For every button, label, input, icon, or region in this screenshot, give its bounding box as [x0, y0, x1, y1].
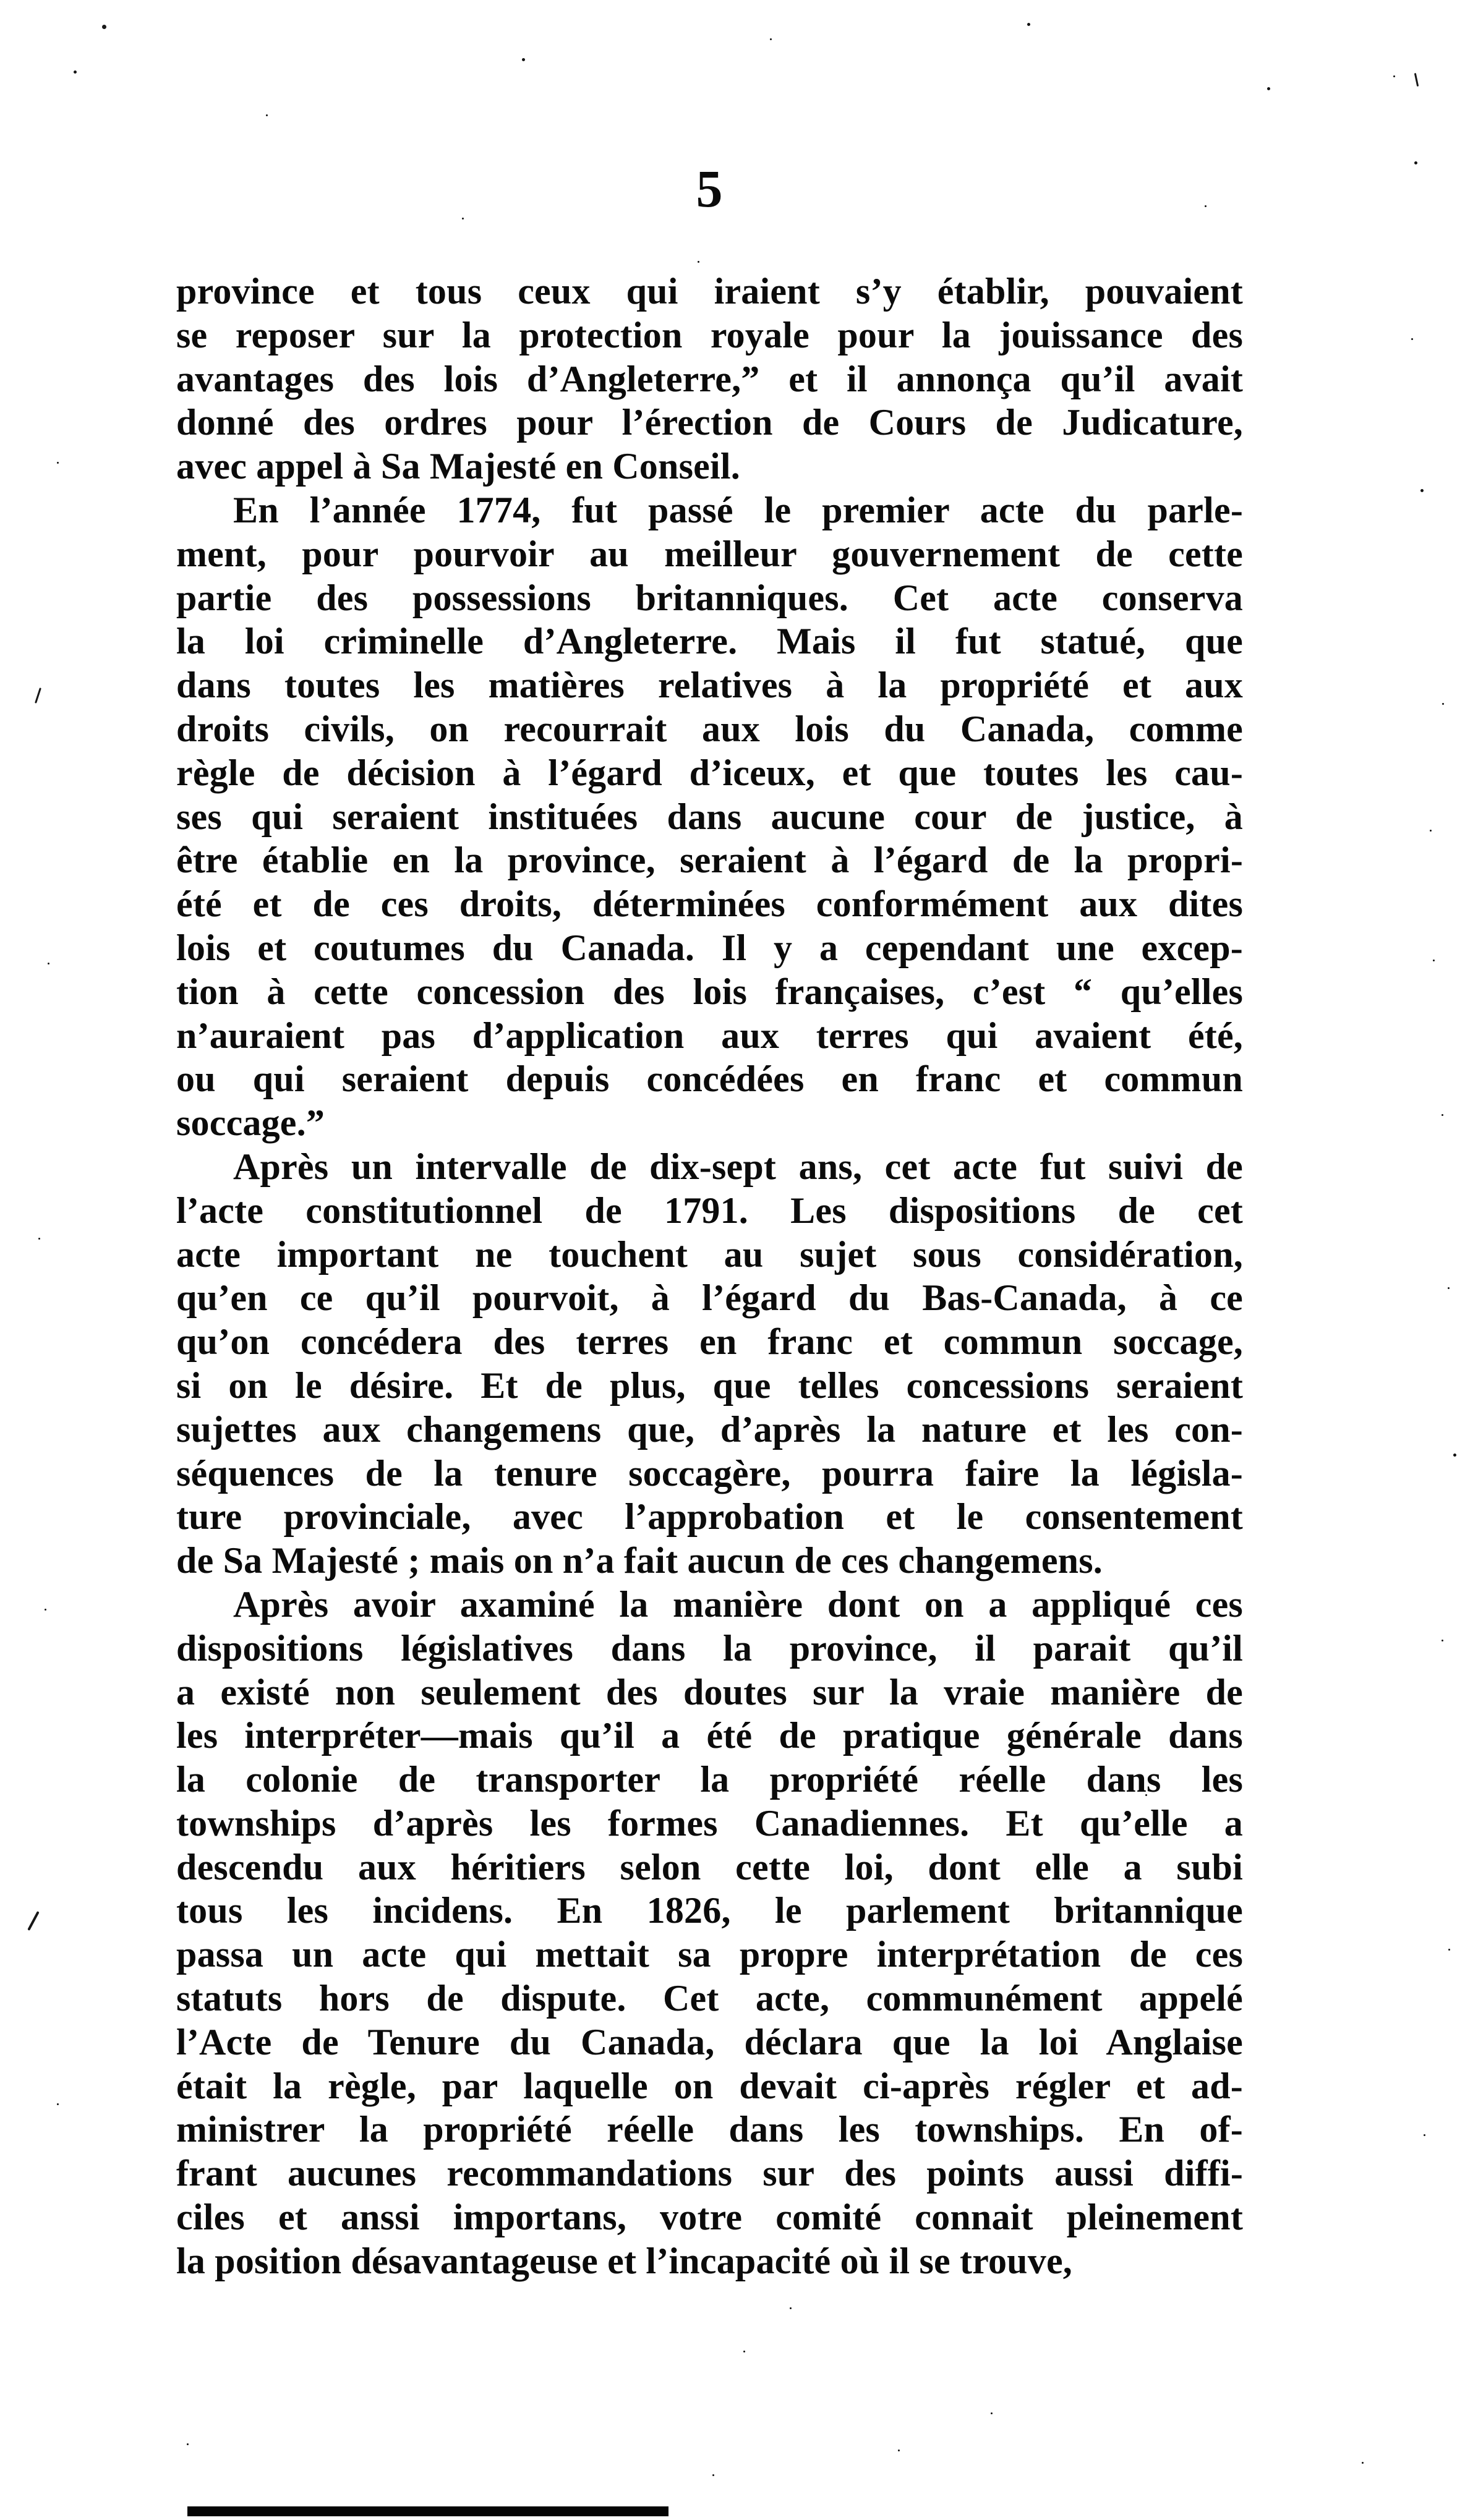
paragraph	[176, 270, 1243, 488]
paragraph	[176, 1145, 1243, 1583]
text-line: ture provinciale, avec l’approbation et le consentement	[176, 1496, 1243, 1538]
text-line: si on le désire. Et de plus, que telles concessions seraient	[176, 1364, 1243, 1406]
text-line: a existé non seulement des doutes sur la vraie manière de	[176, 1671, 1243, 1713]
text-line: province et tous ceux qui iraient s’y établir, pouvaient	[176, 271, 1243, 312]
text-line: était la règle, par laquelle on devait ci-après régler et ad-	[176, 2065, 1243, 2106]
text-line: frant aucunes recommandations sur des points aussi diffi-	[176, 2153, 1243, 2194]
paragraph	[176, 1583, 1243, 2283]
text-line: descendu aux héritiers selon cette loi, dont elle a subi	[176, 1846, 1243, 1888]
text-line: ou qui seraient depuis concédées en franc et commun	[176, 1058, 1243, 1100]
text-line: avec appel à Sa Majesté en Conseil.	[176, 446, 740, 487]
text-line: tous les incidens. En 1826, le parlement britannique	[176, 1890, 1243, 1931]
text-line: la loi criminelle d’Angleterre. Mais il fut statué, que	[176, 621, 1243, 662]
text-line: être établie en la province, seraient à l’égard de la propri-	[176, 840, 1243, 881]
text-block	[176, 270, 1243, 2283]
text-line: partie des possessions britanniques. Cet acte conserva	[176, 577, 1243, 618]
text-line: qu’on concédera des terres en franc et commun soccage,	[176, 1321, 1243, 1363]
scan-artifact-bar	[187, 2506, 668, 2516]
text-line: droits civils, on recourrait aux lois du Canada, comme	[176, 708, 1243, 749]
text-line: la position désavantageuse et l’incapacité où il se trouve,	[176, 2240, 1072, 2281]
scan-noise	[0, 0, 2, 2]
text-line: ses qui seraient instituées dans aucune cour de justice, à	[176, 796, 1243, 837]
text-line: de Sa Majesté ; mais on n’a fait aucun de ces changemens.	[176, 1540, 1103, 1581]
text-line: lois et coutumes du Canada. Il y a cependant une excep-	[176, 927, 1243, 968]
text-line: séquences de la tenure soccagère, pourra faire la législa-	[176, 1452, 1243, 1494]
text-line: sujettes aux changemens que, d’après la nature et les con-	[176, 1408, 1243, 1450]
text-line: règle de décision à l’égard d’iceux, et que toutes les cau-	[176, 752, 1243, 793]
text-line: ministrer la propriété réelle dans les townships. En of-	[176, 2109, 1243, 2150]
text-line: passa un acte qui mettait sa propre interprétation de ces	[176, 1934, 1243, 1975]
text-line: été et de ces droits, déterminées conformément aux dites	[176, 883, 1243, 925]
text-line: n’auraient pas d’application aux terres qui avaient été,	[176, 1015, 1243, 1056]
text-line: soccage.”	[176, 1102, 325, 1144]
text-line: tion à cette concession des lois françaises, c’est “ qu’elles	[176, 971, 1243, 1012]
text-line: donné des ordres pour l’érection de Cours de Judicature,	[176, 402, 1243, 443]
text-line: qu’en ce qu’il pourvoit, à l’égard du Bas-Canada, à ce	[176, 1277, 1243, 1319]
text-line: avantages des lois d’Angleterre,” et il annonça qu’il avait	[176, 358, 1243, 399]
scan-scratch	[27, 1911, 39, 1931]
text-line: acte important ne touchent au sujet sous considération,	[176, 1233, 1243, 1275]
text-line: townships d’après les formes Canadiennes. Et qu’elle a	[176, 1802, 1243, 1844]
text-line: l’acte constitutionnel de 1791. Les dispositions de cet	[176, 1190, 1243, 1231]
text-line: Après un intervalle de dix-sept ans, cet acte fut suivi de	[233, 1146, 1243, 1187]
text-line: ciles et anssi importans, votre comité connait pleinement	[176, 2197, 1243, 2238]
paragraph	[176, 488, 1243, 1145]
text-line: la colonie de transporter la propriété réelle dans les	[176, 1759, 1243, 1800]
text-line: Après avoir axaminé la manière dont on a appliqué ces	[233, 1583, 1243, 1625]
text-line: se reposer sur la protection royale pour la jouissance des	[176, 314, 1243, 355]
scan-scratch	[35, 687, 41, 704]
text-line: statuts hors de dispute. Cet acte, communément appelé	[176, 1978, 1243, 2019]
scan-scratch	[1414, 73, 1419, 87]
text-line: l’Acte de Tenure du Canada, déclara que la loi Anglaise	[176, 2021, 1243, 2062]
text-line: En l’année 1774, fut passé le premier acte du parle-	[233, 489, 1243, 530]
text-line: dispositions législatives dans la province, il parait qu’il	[176, 1627, 1243, 1669]
text-line: les interpréter—mais qu’il a été de pratique générale dans	[176, 1715, 1243, 1756]
text-line: ment, pour pourvoir au meilleur gouvernement de cette	[176, 533, 1243, 574]
text-line: dans toutes les matières relatives à la propriété et aux	[176, 665, 1243, 706]
page-number: 5	[696, 159, 724, 218]
